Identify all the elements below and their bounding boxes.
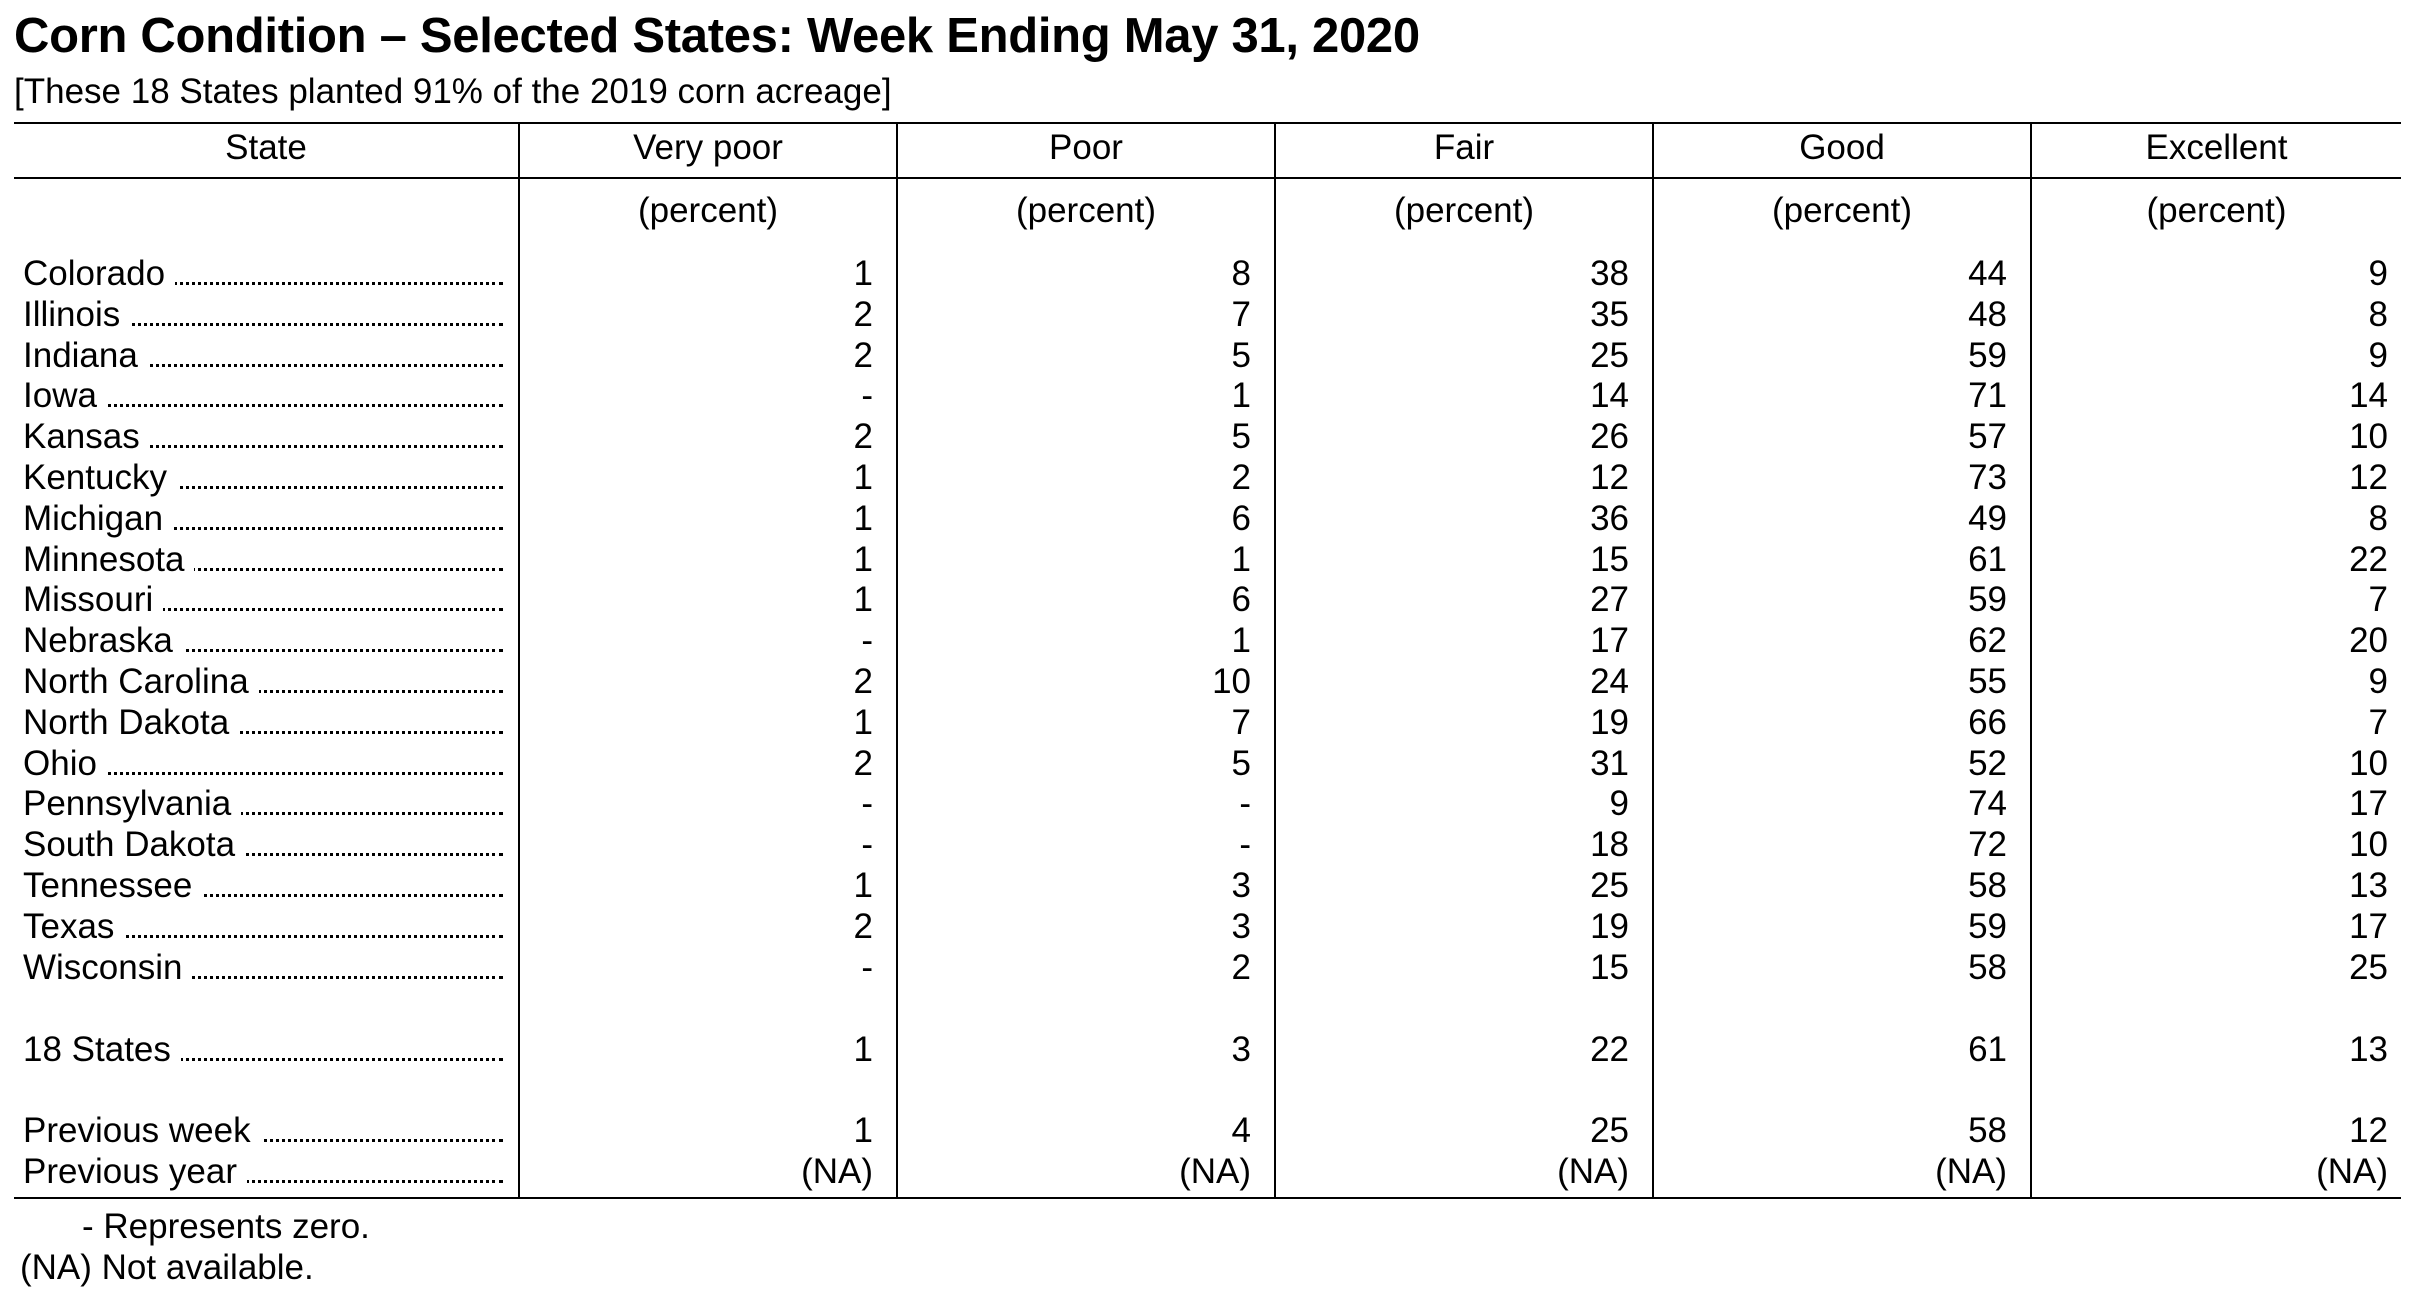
cell-excellent: 13 xyxy=(2349,1030,2388,1069)
cell-fair: 25 xyxy=(1590,335,1629,375)
previous-year-row xyxy=(0,1151,2412,1192)
row-label xyxy=(23,783,503,824)
table-row xyxy=(0,824,2412,865)
cell-very-poor: 2 xyxy=(853,335,873,375)
row-label xyxy=(23,539,503,580)
cell-poor: 1 xyxy=(1231,376,1251,416)
state-name: Colorado xyxy=(23,254,175,293)
cell-good: 61 xyxy=(1968,1030,2007,1069)
cell-fair: 27 xyxy=(1590,580,1629,620)
table-row xyxy=(0,947,2412,988)
state-name: 18 States xyxy=(23,1030,181,1069)
cell-excellent: 25 xyxy=(2349,947,2388,987)
cell-very-poor: 2 xyxy=(853,662,873,701)
state-name: Illinois xyxy=(23,295,130,334)
cell-poor: 3 xyxy=(1231,1030,1251,1069)
row-label xyxy=(23,947,503,988)
cell-excellent: 17 xyxy=(2349,906,2388,946)
state-name: Ohio xyxy=(23,744,107,783)
cell-excellent: 13 xyxy=(2349,866,2388,905)
cell-fair: 22 xyxy=(1590,1030,1629,1069)
table-row xyxy=(0,457,2412,498)
cell-fair: 15 xyxy=(1590,539,1629,579)
cell-fair: 19 xyxy=(1590,702,1629,742)
cell-very-poor: 1 xyxy=(853,458,873,497)
column-header-fair: Fair xyxy=(1433,128,1495,167)
table-row xyxy=(0,375,2412,416)
cell-poor: 3 xyxy=(1231,906,1251,946)
cell-excellent: 17 xyxy=(2349,784,2388,824)
cell-very-poor: 2 xyxy=(853,906,873,946)
unit-label: (percent) xyxy=(1015,191,1157,230)
cell-excellent: (NA) xyxy=(2316,1152,2388,1191)
cell-fair: 25 xyxy=(1590,866,1629,905)
row-label xyxy=(23,579,503,620)
cell-good: 62 xyxy=(1968,621,2007,661)
cell-excellent: 7 xyxy=(2368,702,2388,742)
column-header-poor: Poor xyxy=(1049,128,1123,167)
state-name: Michigan xyxy=(23,499,173,538)
cell-very-poor: 1 xyxy=(853,1030,873,1069)
cell-good: 59 xyxy=(1968,580,2007,620)
column-header-good: Good xyxy=(1799,128,1885,167)
row-label xyxy=(23,702,503,743)
row-label xyxy=(23,375,503,416)
table-row xyxy=(0,294,2412,335)
cell-poor: 7 xyxy=(1231,702,1251,742)
unit-label: (percent) xyxy=(1393,191,1535,230)
cell-good: 55 xyxy=(1968,662,2007,701)
cell-good: 66 xyxy=(1968,702,2007,742)
state-name: Indiana xyxy=(23,336,148,375)
cell-fair: 31 xyxy=(1590,743,1629,783)
cell-very-poor: (NA) xyxy=(801,1152,873,1191)
cell-good: 58 xyxy=(1968,947,2007,987)
state-name: Minnesota xyxy=(23,540,194,579)
table-row xyxy=(0,620,2412,661)
unit-label: (percent) xyxy=(1771,191,1913,230)
cell-excellent: 12 xyxy=(2349,1111,2388,1150)
cell-excellent: 10 xyxy=(2349,743,2388,783)
cell-poor: - xyxy=(1239,825,1251,865)
cell-very-poor: 1 xyxy=(853,866,873,905)
cell-very-poor: - xyxy=(861,784,873,824)
cell-very-poor: - xyxy=(861,947,873,987)
state-name: Tennessee xyxy=(23,866,202,905)
cell-excellent: 8 xyxy=(2368,294,2388,334)
cell-good: 73 xyxy=(1968,458,2007,497)
cell-good: 71 xyxy=(1968,376,2007,416)
row-label xyxy=(23,1151,503,1192)
state-name: Missouri xyxy=(23,580,163,619)
cell-poor: (NA) xyxy=(1179,1152,1251,1191)
cell-poor: 4 xyxy=(1231,1111,1251,1150)
cell-excellent: 7 xyxy=(2368,580,2388,620)
state-name: North Carolina xyxy=(23,662,259,701)
cell-excellent: 9 xyxy=(2368,335,2388,375)
row-label xyxy=(23,743,503,784)
cell-very-poor: 2 xyxy=(853,417,873,457)
state-name: North Dakota xyxy=(23,703,239,742)
cell-fair: 25 xyxy=(1590,1111,1629,1150)
row-label xyxy=(23,620,503,661)
cell-fair: 19 xyxy=(1590,906,1629,946)
cell-good: 57 xyxy=(1968,417,2007,457)
column-header-very-poor: Very poor xyxy=(633,128,783,167)
table-row xyxy=(0,579,2412,620)
cell-very-poor: 2 xyxy=(853,743,873,783)
header-rule xyxy=(14,177,2401,179)
cell-very-poor: 1 xyxy=(853,498,873,538)
table-subtitle: [These 18 States planted 91% of the 2019 corn acreage] xyxy=(14,72,892,111)
cell-good: 58 xyxy=(1968,866,2007,905)
cell-fair: 18 xyxy=(1590,825,1629,865)
cell-fair: 17 xyxy=(1590,621,1629,661)
cell-excellent: 9 xyxy=(2368,254,2388,293)
cell-very-poor: - xyxy=(861,376,873,416)
cell-poor: 1 xyxy=(1231,539,1251,579)
cell-very-poor: 1 xyxy=(853,580,873,620)
previous-week-row xyxy=(0,1110,2412,1151)
row-label xyxy=(23,1110,503,1151)
state-name: Wisconsin xyxy=(23,948,192,987)
table-row xyxy=(0,906,2412,947)
cell-good: 72 xyxy=(1968,825,2007,865)
cell-very-poor: 1 xyxy=(853,702,873,742)
cell-poor: 6 xyxy=(1231,498,1251,538)
unit-label: (percent) xyxy=(2146,191,2287,230)
cell-fair: 38 xyxy=(1590,254,1629,293)
cell-very-poor: 1 xyxy=(853,1111,873,1150)
cell-excellent: 20 xyxy=(2349,621,2388,661)
row-label xyxy=(23,416,503,457)
cell-excellent: 9 xyxy=(2368,662,2388,701)
cell-good: 52 xyxy=(1968,743,2007,783)
cell-very-poor: - xyxy=(861,621,873,661)
state-name: Pennsylvania xyxy=(23,784,241,823)
total-row xyxy=(0,1029,2412,1070)
cell-very-poor: 1 xyxy=(853,539,873,579)
cell-poor: 1 xyxy=(1231,621,1251,661)
cell-excellent: 10 xyxy=(2349,825,2388,865)
cell-poor: 3 xyxy=(1231,866,1251,905)
cell-good: 48 xyxy=(1968,294,2007,334)
footnote-na: (NA) Not available. xyxy=(20,1248,314,1287)
cell-poor: 8 xyxy=(1231,254,1251,293)
table-row xyxy=(0,416,2412,457)
table-row xyxy=(0,743,2412,784)
cell-fair: 9 xyxy=(1609,784,1629,824)
table-row xyxy=(0,335,2412,376)
row-label xyxy=(23,253,503,294)
state-name: Previous week xyxy=(23,1111,261,1150)
cell-excellent: 14 xyxy=(2349,376,2388,416)
state-name: Nebraska xyxy=(23,621,183,660)
table-row xyxy=(0,253,2412,294)
state-name: Texas xyxy=(23,907,124,946)
cell-good: 59 xyxy=(1968,335,2007,375)
row-label xyxy=(23,457,503,498)
cell-good: 59 xyxy=(1968,906,2007,946)
table-row xyxy=(0,865,2412,906)
cell-poor: 5 xyxy=(1231,743,1251,783)
row-label xyxy=(23,498,503,539)
cell-poor: 2 xyxy=(1231,947,1251,987)
bottom-rule xyxy=(14,1197,2401,1199)
cell-fair: 15 xyxy=(1590,947,1629,987)
cell-poor: 10 xyxy=(1212,662,1251,701)
row-label xyxy=(23,661,503,702)
cell-very-poor: - xyxy=(861,825,873,865)
table-row xyxy=(0,783,2412,824)
cell-excellent: 8 xyxy=(2368,498,2388,538)
table-title: Corn Condition – Selected States: Week Ending May 31, 2020 xyxy=(14,9,1420,63)
cell-poor: 5 xyxy=(1231,335,1251,375)
cell-fair: 36 xyxy=(1590,498,1629,538)
table-row xyxy=(0,661,2412,702)
table-row xyxy=(0,539,2412,580)
row-label xyxy=(23,1029,503,1070)
state-name: Iowa xyxy=(23,376,107,415)
cell-poor: 2 xyxy=(1231,458,1251,497)
cell-fair: (NA) xyxy=(1557,1152,1629,1191)
cell-good: 44 xyxy=(1968,254,2007,293)
cell-poor: 7 xyxy=(1231,294,1251,334)
cell-excellent: 10 xyxy=(2349,417,2388,457)
column-header-excellent: Excellent xyxy=(2145,128,2288,167)
cell-fair: 24 xyxy=(1590,662,1629,701)
cell-excellent: 12 xyxy=(2349,458,2388,497)
row-label xyxy=(23,865,503,906)
table-row xyxy=(0,498,2412,539)
cell-very-poor: 2 xyxy=(853,294,873,334)
cell-good: (NA) xyxy=(1935,1152,2007,1191)
state-name: South Dakota xyxy=(23,825,245,864)
cell-poor: 6 xyxy=(1231,580,1251,620)
unit-label: (percent) xyxy=(637,191,779,230)
top-rule xyxy=(14,122,2401,124)
cell-excellent: 22 xyxy=(2349,539,2388,579)
cell-fair: 14 xyxy=(1590,376,1629,416)
cell-good: 49 xyxy=(1968,498,2007,538)
cell-good: 74 xyxy=(1968,784,2007,824)
state-name: Previous year xyxy=(23,1152,247,1191)
column-header-state: State xyxy=(225,128,307,167)
state-name: Kentucky xyxy=(23,458,177,497)
cell-very-poor: 1 xyxy=(853,254,873,293)
footnote-zero: - Represents zero. xyxy=(82,1207,370,1246)
row-label xyxy=(23,824,503,865)
cell-fair: 35 xyxy=(1590,294,1629,334)
row-label xyxy=(23,294,503,335)
row-label xyxy=(23,906,503,947)
cell-fair: 12 xyxy=(1590,458,1629,497)
cell-poor: 5 xyxy=(1231,417,1251,457)
cell-fair: 26 xyxy=(1590,417,1629,457)
cell-poor: - xyxy=(1239,784,1251,824)
cell-good: 61 xyxy=(1968,539,2007,579)
state-name: Kansas xyxy=(23,417,150,456)
table-row xyxy=(0,702,2412,743)
row-label xyxy=(23,335,503,376)
cell-good: 58 xyxy=(1968,1111,2007,1150)
